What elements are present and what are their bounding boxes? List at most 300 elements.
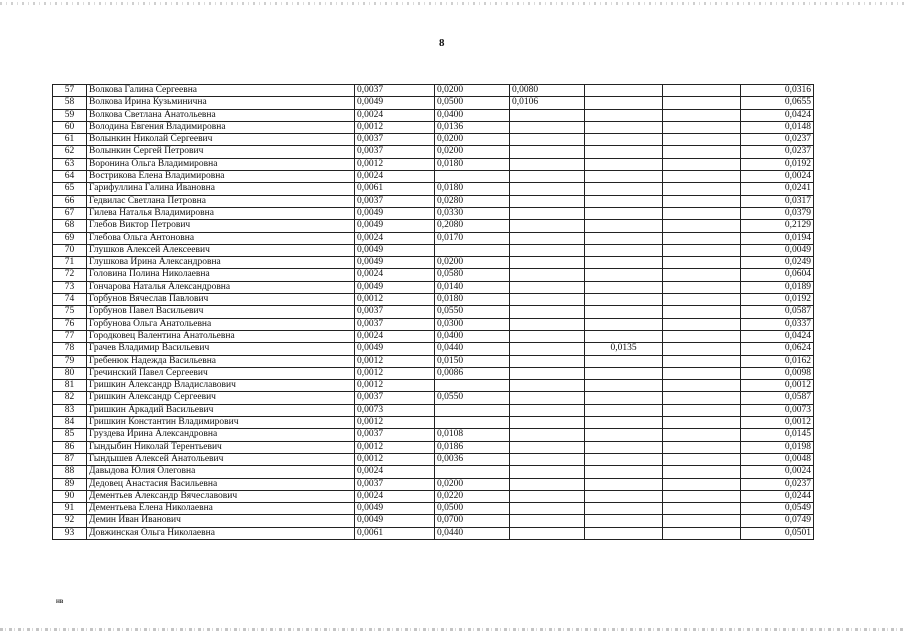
row-value-1: 0,0037 — [355, 134, 435, 146]
row-value-5 — [663, 207, 741, 219]
row-number: 70 — [53, 244, 87, 256]
row-total: 0,0194 — [741, 232, 814, 244]
row-number: 71 — [53, 257, 87, 269]
row-name: Груздева Ирина Александровна — [87, 429, 355, 441]
row-total: 0,0241 — [741, 183, 814, 195]
row-value-2: 0,0580 — [435, 269, 510, 281]
row-value-2: 0,0550 — [435, 306, 510, 318]
row-value-3 — [510, 121, 585, 133]
row-total: 0,0604 — [741, 269, 814, 281]
row-number: 82 — [53, 392, 87, 404]
row-value-2: 0,0140 — [435, 281, 510, 293]
row-value-3 — [510, 232, 585, 244]
row-value-2: 0,2080 — [435, 220, 510, 232]
row-name: Горбунова Ольга Анатольевна — [87, 318, 355, 330]
row-value-2: 0,0108 — [435, 429, 510, 441]
row-value-3 — [510, 404, 585, 416]
row-name: Волкова Светлана Анатольевна — [87, 109, 355, 121]
row-value-4 — [585, 195, 663, 207]
row-value-4 — [585, 478, 663, 490]
row-value-5 — [663, 97, 741, 109]
row-value-5 — [663, 417, 741, 429]
table-row — [53, 294, 814, 306]
row-value-3 — [510, 343, 585, 355]
row-value-5 — [663, 146, 741, 158]
row-value-5 — [663, 195, 741, 207]
row-value-4 — [585, 306, 663, 318]
row-total: 0,0424 — [741, 330, 814, 342]
row-value-3: 0,0106 — [510, 97, 585, 109]
row-value-1: 0,0012 — [355, 380, 435, 392]
table-row — [53, 281, 814, 293]
row-value-3 — [510, 134, 585, 146]
table-row — [53, 306, 814, 318]
row-value-1: 0,0037 — [355, 85, 435, 97]
row-value-5 — [663, 269, 741, 281]
row-value-1: 0,0012 — [355, 294, 435, 306]
row-name: Гречинский Павел Сергеевич — [87, 367, 355, 379]
row-value-3 — [510, 257, 585, 269]
row-number: 77 — [53, 330, 87, 342]
row-total: 0,0624 — [741, 343, 814, 355]
row-value-1: 0,0049 — [355, 244, 435, 256]
row-value-2: 0,0330 — [435, 207, 510, 219]
row-value-5 — [663, 343, 741, 355]
table-row — [53, 490, 814, 502]
row-number: 57 — [53, 85, 87, 97]
row-value-5 — [663, 380, 741, 392]
row-value-4 — [585, 490, 663, 502]
row-value-1: 0,0024 — [355, 330, 435, 342]
row-value-1: 0,0024 — [355, 171, 435, 183]
row-total: 0,0024 — [741, 466, 814, 478]
table-row — [53, 146, 814, 158]
row-name: Демин Иван Иванович — [87, 515, 355, 527]
row-value-1: 0,0049 — [355, 343, 435, 355]
row-number: 75 — [53, 306, 87, 318]
table-row — [53, 158, 814, 170]
row-total: 0,0145 — [741, 429, 814, 441]
row-number: 87 — [53, 453, 87, 465]
row-value-2: 0,0036 — [435, 453, 510, 465]
row-number: 92 — [53, 515, 87, 527]
table-row — [53, 453, 814, 465]
row-value-3 — [510, 453, 585, 465]
row-value-1: 0,0037 — [355, 392, 435, 404]
row-total: 0,0317 — [741, 195, 814, 207]
row-number: 64 — [53, 171, 87, 183]
row-value-3 — [510, 220, 585, 232]
row-total: 0,0237 — [741, 134, 814, 146]
row-name: Глебов Виктор Петрович — [87, 220, 355, 232]
table-row — [53, 232, 814, 244]
row-name: Дедовец Анастасия Васильевна — [87, 478, 355, 490]
row-total: 0,0162 — [741, 355, 814, 367]
table-row — [53, 195, 814, 207]
row-value-1: 0,0049 — [355, 503, 435, 515]
row-value-2: 0,0700 — [435, 515, 510, 527]
row-value-1: 0,0012 — [355, 453, 435, 465]
row-value-5 — [663, 134, 741, 146]
row-total: 0,0501 — [741, 527, 814, 539]
row-value-2: 0,0200 — [435, 257, 510, 269]
row-value-1: 0,0037 — [355, 429, 435, 441]
row-name: Горбунов Вячеслав Павлович — [87, 294, 355, 306]
row-value-1: 0,0024 — [355, 109, 435, 121]
row-value-3 — [510, 269, 585, 281]
row-value-2: 0,0180 — [435, 294, 510, 306]
row-number: 65 — [53, 183, 87, 195]
row-value-4 — [585, 330, 663, 342]
row-total: 0,0655 — [741, 97, 814, 109]
shareholder-table — [52, 84, 814, 540]
table-row — [53, 121, 814, 133]
row-value-5 — [663, 466, 741, 478]
row-value-4 — [585, 85, 663, 97]
row-name: Глушкова Ирина Александровна — [87, 257, 355, 269]
row-value-1: 0,0012 — [355, 121, 435, 133]
row-value-1: 0,0073 — [355, 404, 435, 416]
row-name: Грачев Владимир Васильевич — [87, 343, 355, 355]
row-value-4 — [585, 257, 663, 269]
row-value-5 — [663, 330, 741, 342]
row-total: 0,0316 — [741, 85, 814, 97]
row-value-4 — [585, 515, 663, 527]
scan-noise-bottom — [0, 628, 905, 631]
row-value-1: 0,0037 — [355, 146, 435, 158]
table-row — [53, 318, 814, 330]
row-name: Гришкин Александр Сергеевич — [87, 392, 355, 404]
row-value-4 — [585, 404, 663, 416]
table-row — [53, 343, 814, 355]
row-value-1: 0,0037 — [355, 306, 435, 318]
row-value-2: 0,0400 — [435, 109, 510, 121]
row-number: 89 — [53, 478, 87, 490]
row-value-3 — [510, 367, 585, 379]
row-number: 74 — [53, 294, 87, 306]
row-name: Гончарова Наталья Александровна — [87, 281, 355, 293]
row-total: 0,0587 — [741, 306, 814, 318]
row-value-2: 0,0280 — [435, 195, 510, 207]
table-row — [53, 330, 814, 342]
row-total: 0,0048 — [741, 453, 814, 465]
row-number: 91 — [53, 503, 87, 515]
row-value-5 — [663, 429, 741, 441]
row-value-2: 0,0186 — [435, 441, 510, 453]
row-value-4 — [585, 417, 663, 429]
row-value-5 — [663, 503, 741, 515]
row-name: Гарифуллина Галина Ивановна — [87, 183, 355, 195]
row-value-5 — [663, 121, 741, 133]
row-value-3 — [510, 306, 585, 318]
row-total: 0,0049 — [741, 244, 814, 256]
table-row — [53, 429, 814, 441]
row-number: 59 — [53, 109, 87, 121]
row-number: 76 — [53, 318, 87, 330]
row-value-1: 0,0012 — [355, 158, 435, 170]
row-value-3 — [510, 109, 585, 121]
row-value-3 — [510, 417, 585, 429]
row-number: 62 — [53, 146, 87, 158]
row-name: Гындыбин Николай Терентьевич — [87, 441, 355, 453]
table-row — [53, 367, 814, 379]
row-value-4 — [585, 244, 663, 256]
row-value-5 — [663, 257, 741, 269]
table-row — [53, 134, 814, 146]
table-row — [53, 355, 814, 367]
table-row — [53, 417, 814, 429]
row-value-1: 0,0037 — [355, 195, 435, 207]
row-name: Головина Полина Николаевна — [87, 269, 355, 281]
row-value-1: 0,0012 — [355, 441, 435, 453]
row-value-2 — [435, 466, 510, 478]
page-number: 8 — [439, 37, 445, 49]
row-value-2: 0,0300 — [435, 318, 510, 330]
row-number: 67 — [53, 207, 87, 219]
row-value-4 — [585, 183, 663, 195]
row-number: 66 — [53, 195, 87, 207]
row-value-1: 0,0024 — [355, 490, 435, 502]
row-value-5 — [663, 392, 741, 404]
row-name: Гришкин Константин Владимирович — [87, 417, 355, 429]
row-value-4 — [585, 220, 663, 232]
row-total: 0,0024 — [741, 171, 814, 183]
row-value-2: 0,0136 — [435, 121, 510, 133]
row-name: Городковец Валентина Анатольевна — [87, 330, 355, 342]
row-value-3 — [510, 195, 585, 207]
row-name: Дементьев Александр Вячеславович — [87, 490, 355, 502]
table-row — [53, 404, 814, 416]
row-total: 0,0012 — [741, 380, 814, 392]
table-row — [53, 109, 814, 121]
row-value-5 — [663, 490, 741, 502]
row-value-2: 0,0550 — [435, 392, 510, 404]
row-value-5 — [663, 281, 741, 293]
row-value-4 — [585, 318, 663, 330]
table-row — [53, 478, 814, 490]
row-value-2: 0,0500 — [435, 97, 510, 109]
row-value-3 — [510, 355, 585, 367]
table-row — [53, 97, 814, 109]
row-total: 0,0012 — [741, 417, 814, 429]
table-row — [53, 183, 814, 195]
row-number: 78 — [53, 343, 87, 355]
row-value-5 — [663, 453, 741, 465]
footer-mark: НВ — [56, 600, 64, 605]
row-value-3 — [510, 281, 585, 293]
row-number: 58 — [53, 97, 87, 109]
row-value-4 — [585, 429, 663, 441]
row-value-4 — [585, 134, 663, 146]
table-row — [53, 503, 814, 515]
row-total: 0,0244 — [741, 490, 814, 502]
row-value-4 — [585, 367, 663, 379]
row-name: Гындышев Алексей Анатольевич — [87, 453, 355, 465]
table-row — [53, 441, 814, 453]
row-value-1: 0,0049 — [355, 207, 435, 219]
row-value-3 — [510, 158, 585, 170]
row-value-4 — [585, 527, 663, 539]
row-number: 90 — [53, 490, 87, 502]
row-value-3 — [510, 466, 585, 478]
row-value-5 — [663, 294, 741, 306]
row-total: 0,0337 — [741, 318, 814, 330]
row-name: Довжинская Ольга Николаевна — [87, 527, 355, 539]
row-number: 63 — [53, 158, 87, 170]
row-value-5 — [663, 232, 741, 244]
row-name: Гришкин Александр Владиславович — [87, 380, 355, 392]
table-row — [53, 466, 814, 478]
row-value-3 — [510, 478, 585, 490]
row-total: 0,0148 — [741, 121, 814, 133]
row-value-4 — [585, 380, 663, 392]
row-value-3 — [510, 515, 585, 527]
row-value-3 — [510, 330, 585, 342]
row-value-4 — [585, 466, 663, 478]
row-value-3 — [510, 490, 585, 502]
row-value-3 — [510, 380, 585, 392]
table-row — [53, 207, 814, 219]
row-value-4 — [585, 281, 663, 293]
row-value-1: 0,0012 — [355, 355, 435, 367]
row-value-5 — [663, 515, 741, 527]
row-value-4 — [585, 207, 663, 219]
row-value-4 — [585, 294, 663, 306]
row-name: Дементьева Елена Николаевна — [87, 503, 355, 515]
row-value-2: 0,0170 — [435, 232, 510, 244]
row-total: 0,0549 — [741, 503, 814, 515]
row-value-2: 0,0150 — [435, 355, 510, 367]
row-total: 0,0587 — [741, 392, 814, 404]
row-total: 0,0749 — [741, 515, 814, 527]
row-value-4 — [585, 97, 663, 109]
row-name: Горбунов Павел Васильевич — [87, 306, 355, 318]
row-value-2 — [435, 417, 510, 429]
row-value-1: 0,0061 — [355, 527, 435, 539]
row-value-1: 0,0024 — [355, 232, 435, 244]
row-value-1: 0,0049 — [355, 257, 435, 269]
table-row — [53, 220, 814, 232]
row-name: Волынкин Николай Сергеевич — [87, 134, 355, 146]
row-value-4: 0,0135 — [585, 343, 663, 355]
row-value-5 — [663, 171, 741, 183]
row-number: 93 — [53, 527, 87, 539]
row-value-1: 0,0061 — [355, 183, 435, 195]
row-value-1: 0,0012 — [355, 367, 435, 379]
row-number: 73 — [53, 281, 87, 293]
row-value-2 — [435, 171, 510, 183]
row-number: 72 — [53, 269, 87, 281]
row-value-5 — [663, 367, 741, 379]
row-value-5 — [663, 244, 741, 256]
row-value-1: 0,0024 — [355, 269, 435, 281]
row-value-4 — [585, 121, 663, 133]
row-value-5 — [663, 109, 741, 121]
table-row — [53, 392, 814, 404]
row-value-2 — [435, 244, 510, 256]
table-row — [53, 527, 814, 539]
row-total: 0,0192 — [741, 294, 814, 306]
row-value-4 — [585, 355, 663, 367]
row-total: 0,0198 — [741, 441, 814, 453]
row-number: 79 — [53, 355, 87, 367]
row-value-5 — [663, 318, 741, 330]
row-value-3 — [510, 244, 585, 256]
row-value-2: 0,0200 — [435, 134, 510, 146]
row-value-3 — [510, 171, 585, 183]
row-value-4 — [585, 171, 663, 183]
row-value-1: 0,0049 — [355, 515, 435, 527]
row-number: 86 — [53, 441, 87, 453]
row-value-5 — [663, 404, 741, 416]
row-name: Волкова Ирина Кузьминична — [87, 97, 355, 109]
row-name: Гедвилас Светлана Петровна — [87, 195, 355, 207]
row-number: 81 — [53, 380, 87, 392]
row-name: Володина Евгения Владимировна — [87, 121, 355, 133]
row-value-2: 0,0200 — [435, 146, 510, 158]
row-value-3 — [510, 441, 585, 453]
table-row — [53, 257, 814, 269]
row-value-4 — [585, 441, 663, 453]
table-row — [53, 244, 814, 256]
row-name: Вострикова Елена Владимировна — [87, 171, 355, 183]
row-total: 0,0192 — [741, 158, 814, 170]
row-value-1: 0,0037 — [355, 318, 435, 330]
row-value-1: 0,0049 — [355, 220, 435, 232]
row-value-1: 0,0037 — [355, 478, 435, 490]
row-value-5 — [663, 355, 741, 367]
row-name: Волынкин Сергей Петрович — [87, 146, 355, 158]
row-value-1: 0,0012 — [355, 417, 435, 429]
row-total: 0,0424 — [741, 109, 814, 121]
row-value-5 — [663, 220, 741, 232]
row-value-2: 0,0086 — [435, 367, 510, 379]
row-value-2: 0,0180 — [435, 183, 510, 195]
row-value-3 — [510, 503, 585, 515]
row-value-4 — [585, 392, 663, 404]
row-value-4 — [585, 158, 663, 170]
table-row — [53, 515, 814, 527]
row-value-2: 0,0500 — [435, 503, 510, 515]
row-value-2: 0,0200 — [435, 478, 510, 490]
row-value-4 — [585, 453, 663, 465]
row-total: 0,2129 — [741, 220, 814, 232]
row-value-2 — [435, 404, 510, 416]
row-name: Глебова Ольга Антоновна — [87, 232, 355, 244]
row-value-3 — [510, 207, 585, 219]
row-number: 85 — [53, 429, 87, 441]
row-number: 84 — [53, 417, 87, 429]
table-row — [53, 85, 814, 97]
scan-noise-top — [0, 2, 905, 5]
row-name: Гребенюк Надежда Васильевна — [87, 355, 355, 367]
row-value-1: 0,0049 — [355, 97, 435, 109]
row-value-3 — [510, 392, 585, 404]
row-name: Волкова Галина Сергеевна — [87, 85, 355, 97]
row-value-1: 0,0049 — [355, 281, 435, 293]
row-value-2: 0,0220 — [435, 490, 510, 502]
row-total: 0,0189 — [741, 281, 814, 293]
row-value-5 — [663, 183, 741, 195]
row-value-3 — [510, 146, 585, 158]
table-row — [53, 269, 814, 281]
row-total: 0,0098 — [741, 367, 814, 379]
row-value-4 — [585, 503, 663, 515]
table-row — [53, 380, 814, 392]
row-total: 0,0237 — [741, 478, 814, 490]
row-value-4 — [585, 269, 663, 281]
row-value-2 — [435, 380, 510, 392]
